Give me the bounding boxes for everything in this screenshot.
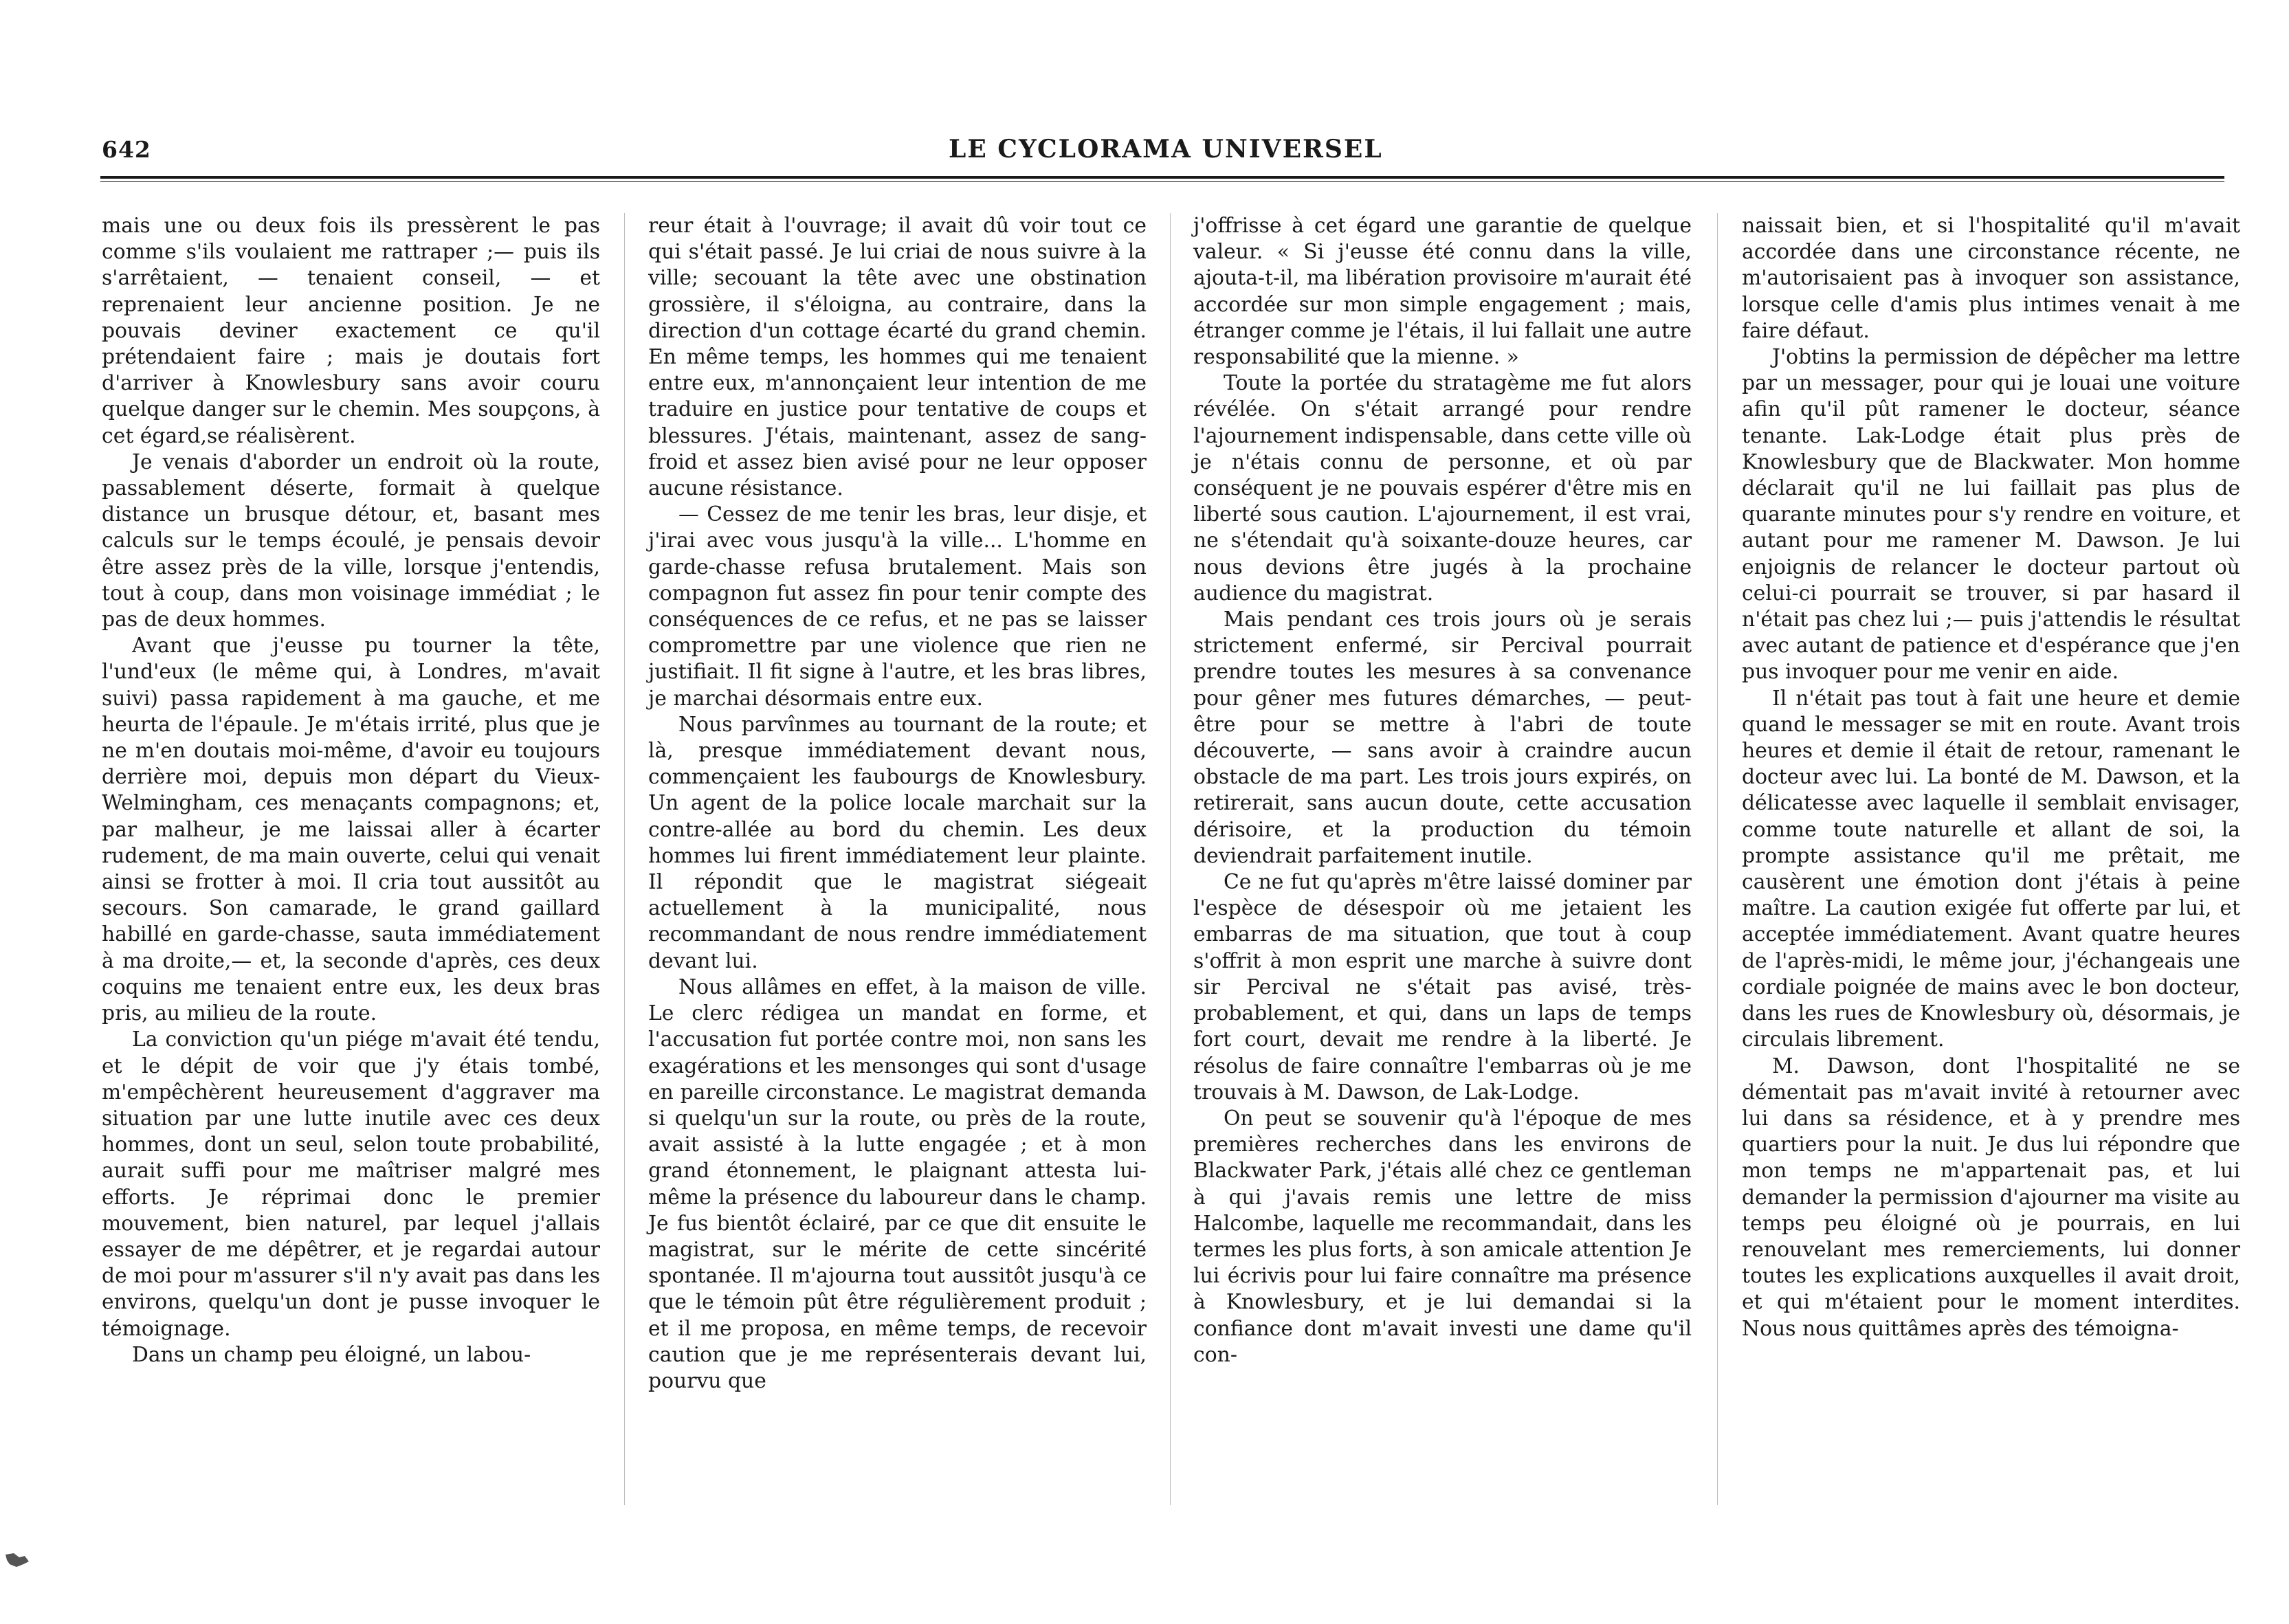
scan-artifact-icon (4, 1552, 32, 1570)
text-column-4 (1742, 213, 2240, 1342)
running-title: LE CYCLORAMA UNIVERSEL (949, 135, 1383, 164)
text-column-2 (648, 213, 1147, 1394)
paragraph: On peut se souvenir qu'à l'époque de mes premières recherches dans les environs de Blackwater Park, j'étais allé chez ce gentleman à qui j'avais remis une lettre de miss Halcombe, laquelle me recommandait, dans les termes les plus forts, à son amicale attention Je lui écrivis pour lui faire connaître ma présence à Knowlesbury, et je lui demandai si la confiance dont m'avait investi une dame qu'il con- (1193, 1106, 1692, 1367)
paragraph: j'offrisse à cet égard une garantie de quelque valeur. « Si j'eusse été connu dans la ville, ajouta-t-il, ma libération provisoire m'aurait été accordée sur mon simple engagement ; mais, étranger comme je l'étais, il lui fallait une autre responsabilité que la mienne. » (1193, 214, 1692, 370)
column-separator (1717, 213, 1718, 1505)
paragraph: Ce ne fut qu'après m'être laissé dominer par l'espèce de désespoir où me jetaient les embarras de ma situation, que tout à coup s'offrit à mon esprit une marche à suivre dont sir Percival ne s'était pas avisé, très-probablement, et qui, dans un laps de temps fort court, devait me rendre à la liberté. Je résolus de faire connaître l'embarras où je me trouvais à M. Dawson, de Lak-Lodge. (1193, 870, 1692, 1104)
paragraph: Toute la portée du stratagème me fut alors révélée. On s'était arrangé pour rendre l'ajournement indispensable, dans cette ville où je n'étais connu de personne, et où par conséquent je ne pouvais espérer d'être mis en liberté sous caution. L'ajournement, il est vrai, ne s'étendait qu'à soixante-douze heures, car nous devions être jugés à la prochaine audience du magistrat. (1193, 371, 1692, 605)
paragraph: Mais pendant ces trois jours où je serais strictement enfermé, sir Percival pourrait prendre toutes les mesures à sa convenance pour gêner mes futures démarches, — peut-être pour se mettre à l'abri de toute découverte, — sans avoir à craindre aucun obstacle de ma part. Les trois jours expirés, on retirerait, sans aucun doute, cette accusation dérisoire, et la production du témoin deviendrait parfaitement inutile. (1193, 608, 1692, 868)
paragraph: mais une ou deux fois ils pressèrent le pas comme s'ils voulaient me rattraper ;— puis ils s'arrêtaient, — tenaient conseil, — et reprenaient leur ancienne position. Je ne pouvais deviner exactement ce qu'il prétendaient faire ; mais je doutais fort d'arriver à Knowlesbury sans avoir couru quelque danger sur le chemin. Mes soupçons, à cet égard,se réalisèrent. (102, 214, 600, 448)
paragraph: J'obtins la permission de dépêcher ma lettre par un messager, pour qui je louai une voiture afin qu'il pût ramener le docteur, séance tenante. Lak-Lodge était plus près de Knowlesbury que de Blackwater. Mon homme déclarait qu'il ne lui faillait pas plus de quarante minutes pour s'y rendre en voiture, et autant pour me ramener M. Dawson. Je lui enjoignis de relancer le docteur partout où celui-ci pourrait se trouver, si par hasard il n'était pas chez lui ;— puis j'attendis le résultat avec autant de patience et d'espérance que j'en pus invoquer pour me venir en aide. (1742, 345, 2240, 685)
page-number: 642 (102, 136, 151, 163)
header-rule-thick (100, 176, 2224, 179)
header-rule-thin (100, 181, 2224, 182)
paragraph: Je venais d'aborder un endroit où la route, passablement déserte, formait à quelque distance un brusque détour, et, basant mes calculs sur le temps écoulé, je pensais devoir être assez près de la ville, lorsque j'entendis, tout à coup, dans mon voisinage immédiat ; le pas de deux hommes. (102, 449, 600, 632)
text-column-3 (1193, 213, 1692, 1368)
column-separator (624, 213, 625, 1505)
text-column-1 (102, 213, 600, 1368)
paragraph: Nous allâmes en effet, à la maison de ville. Le clerc rédigea un mandat en forme, et l'accusation fut portée contre moi, non sans les exagérations et les mensonges qui sont d'usage en pareille circonstance. Le magistrat demanda si quelqu'un sur la route, ou près de la route, avait assisté à la lutte engagée ; et à mon grand étonnement, le plaignant attesta lui-même la présence du laboureur dans le champ. Je fus bientôt éclairé, par ce que dit ensuite le magistrat, sur le mérite de cette sincérité spontanée. Il m'ajourna tout aussitôt jusqu'à ce que le témoin pût être régulièrement produit ; et il me proposa, en même temps, de recevoir caution que je me représenterais devant lui, pourvu que (648, 975, 1147, 1393)
paragraph: Nous parvînmes au tournant de la route; et là, presque immédiatement devant nous, commençaient les faubourgs de Knowlesbury. Un agent de la police locale marchait sur la contre-allée au bord du chemin. Les deux hommes lui firent immédiatement leur plainte. Il répondit que le magistrat siégeait actuellement à la municipalité, nous recommandant de nous rendre immédiatement devant lui. (648, 712, 1147, 973)
column-separator (1170, 213, 1171, 1505)
paragraph: Il n'était pas tout à fait une heure et demie quand le messager se mit en route. Avant trois heures et demie il était de retour, ramenant le docteur avec lui. La bonté de M. Dawson, et la délicatesse avec laquelle il semblait envisager, comme toute naturelle et allant de soi, la prompte assistance qu'il me prêtait, me causèrent une émotion dont j'étais à peine maître. La caution exigée fut offerte par lui, et acceptée immédiatement. Avant quatre heures de l'après-midi, le même jour, j'échangeais une cordiale poignée de mains avec le bon docteur, dans les rues de Knowlesbury où, désormais, je circulais librement. (1742, 686, 2240, 1052)
paragraph: naissait bien, et si l'hospitalité qu'il m'avait accordée dans une circonstance récente, ne m'autorisaient pas à invoquer son assistance, lorsque celle d'amis plus intimes venait à me faire défaut. (1742, 214, 2240, 343)
paragraph: M. Dawson, dont l'hospitalité ne se démentait pas m'avait invité à retourner avec lui dans sa résidence, et à y prendre mes quartiers pour la nuit. Je dus lui répondre que mon temps ne m'appartenait pas, et lui demander la permission d'ajourner ma visite au temps peu éloigné où je pourrais, en lui renouvelant mes remerciements, lui donner toutes les explications auxquelles il avait droit, et qui m'étaient pour le moment interdites. Nous nous quittâmes après des témoigna- (1742, 1054, 2240, 1341)
paragraph: Dans un champ peu éloigné, un labou- (132, 1342, 531, 1367)
paragraph: La conviction qu'un piége m'avait été tendu, et le dépit de voir que j'y étais tombé, m'empêchèrent heureusement d'aggraver ma situation par une lutte inutile avec ces deux hommes, dont un seul, selon toute probabilité, aurait suffi pour me maîtriser malgré mes efforts. Je réprimai donc le premier mouvement, bien naturel, par lequel j'allais essayer de me dépêtrer, et je regardai autour de moi pour m'assurer s'il n'y avait pas dans les environs, quelqu'un dont je pusse invoquer le témoignage. (102, 1027, 600, 1341)
paragraph: Avant que j'eusse pu tourner la tête, l'und'eux (le même qui, à Londres, m'avait suivi) passa rapidement à ma gauche, et me heurta de l'épaule. Je m'étais irrité, plus que je ne m'en doutais moi-même, d'avoir eu toujours derrière moi, depuis mon départ du Vieux-Welmingham, ces menaçants compagnons; et, par malheur, je me laissai aller à écarter rudement, de ma main ouverte, celui qui venait ainsi se frotter à moi. Il cria tout aussitôt au secours. Son camarade, le grand gaillard habillé en garde-chasse, sauta immédiatement à ma droite,— et, la seconde d'après, ces deux coquins me tenaient entre eux, les deux bras pris, au milieu de la route. (102, 634, 600, 1026)
paragraph: — Cessez de me tenir les bras, leur disje, et j'irai avec vous jusqu'à la ville... L'homme en garde-chasse refusa brutalement. Mais son compagnon fut assez fin pour tenir compte des conséquences de ce refus, et ne pas se laisser compromettre par une violence que rien ne justifiait. Il fit signe à l'autre, et les bras libres, je marchai désormais entre eux. (648, 502, 1147, 711)
paragraph: reur était à l'ouvrage; il avait dû voir tout ce qui s'était passé. Je lui criai de nous suivre à la ville; secouant la tête avec une obstination grossière, il s'éloigna, au contraire, dans la direction d'un cottage écarté du grand chemin. En même temps, les hommes qui me tenaient entre eux, m'annonçaient leur intention de me traduire en justice pour tentative de coups et blessures. J'étais, maintenant, assez de sang-froid et assez bien avisé pour ne leur opposer aucune résistance. (648, 214, 1147, 501)
